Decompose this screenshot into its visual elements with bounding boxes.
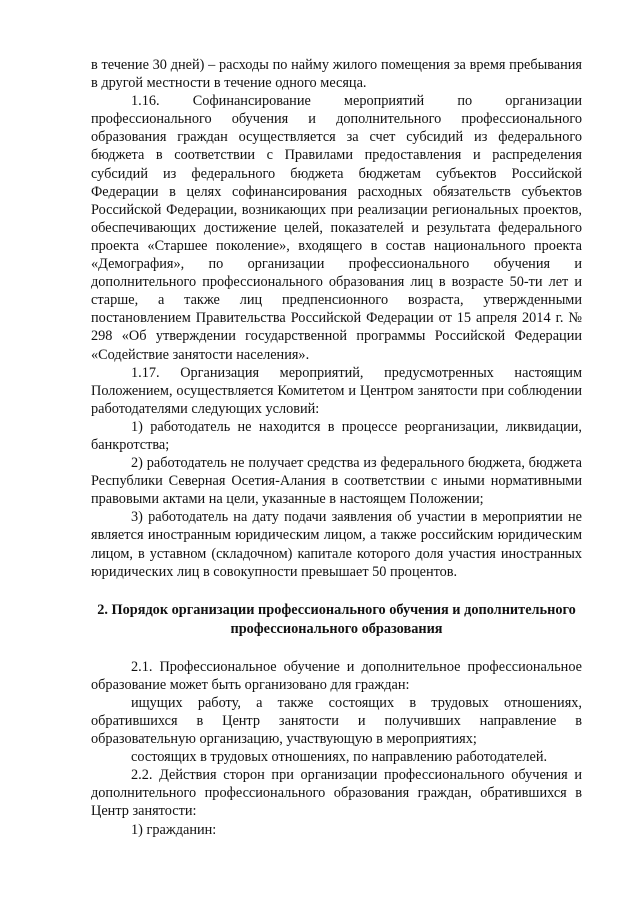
paragraph-continuation: в течение 30 дней) – расходы по найму жилого помещения за время пребывания в другой местности в течение одного месяца. — [91, 57, 582, 92]
paragraph-1-16: 1.16. Софинансирование мероприятий по организации профессионального обучения и дополнительного профессионального образования граждан осуществляется за счет субсидий из федерального бюджета в соответствии с Правилами предоставления и распределения субсидий из федерального бюджета бюджетам субъектов Российской Федерации в целях софинансирования расходных обязательств субъектов Российской Федерации, возникающих при реализации региональных проектов, обеспечивающих достижение целей, показателей и результата федерального проекта «Старшее поколение», входящего в состав национального проекта «Демография», по организации профессионального обучения и дополнительного профессионального образования лиц в возрасте 50-ти лет и старше, а также лиц предпенсионного возраста, утвержденными постановлением Правительства Российской Федерации от 15 апреля 2014 г. № 298 «Об утверждении государственной программы Российской Федерации «Содействие занятости населения». — [91, 93, 582, 363]
subitem-citizen: 1) гражданин: — [131, 821, 217, 838]
paragraph-2-1: 2.1. Профессиональное обучение и дополнительное профессиональное образование может быть организовано для граждан: — [91, 658, 582, 693]
list-item-employed: состоящих в трудовых отношениях, по направлению работодателей. — [131, 749, 548, 766]
document-body — [91, 56, 582, 839]
condition-item-1: 1) работодатель не находится в процессе реорганизации, ликвидации, банкротства; — [91, 418, 582, 453]
condition-item-2: 2) работодатель не получает средства из федерального бюджета, бюджета Республики Северная Осетия-Алания в соответствии с иными нормативными правовыми актами на цели, указанные в настоящем Положении; — [91, 455, 582, 508]
list-item-job-seekers: ищущих работу, а также состоящих в трудовых отношениях, обратившихся в Центр занятости и получивших направление в образовательную организацию, участвующую в мероприятиях; — [91, 694, 582, 748]
section-heading: 2. Порядок организации профессионального обучения и дополнительного профессионального образования — [97, 601, 576, 637]
paragraph-1-17: 1.17. Организация мероприятий, предусмотренных настоящим Положением, осуществляется Комитетом и Центром занятости при соблюдении работодателями следующих условий: — [91, 364, 582, 417]
paragraph-2-2: 2.2. Действия сторон при организации профессионального обучения и дополнительного профессионального образования граждан, обратившихся в Центр занятости: — [91, 767, 582, 820]
condition-item-3: 3) работодатель на дату подачи заявления об участии в мероприятии не является иностранным юридическим лицом, а также российским юридическим лицом, в уставном (складочном) капитале которого доля участия иностранных юридических лиц в совокупности превышает 50 процентов. — [91, 509, 582, 580]
